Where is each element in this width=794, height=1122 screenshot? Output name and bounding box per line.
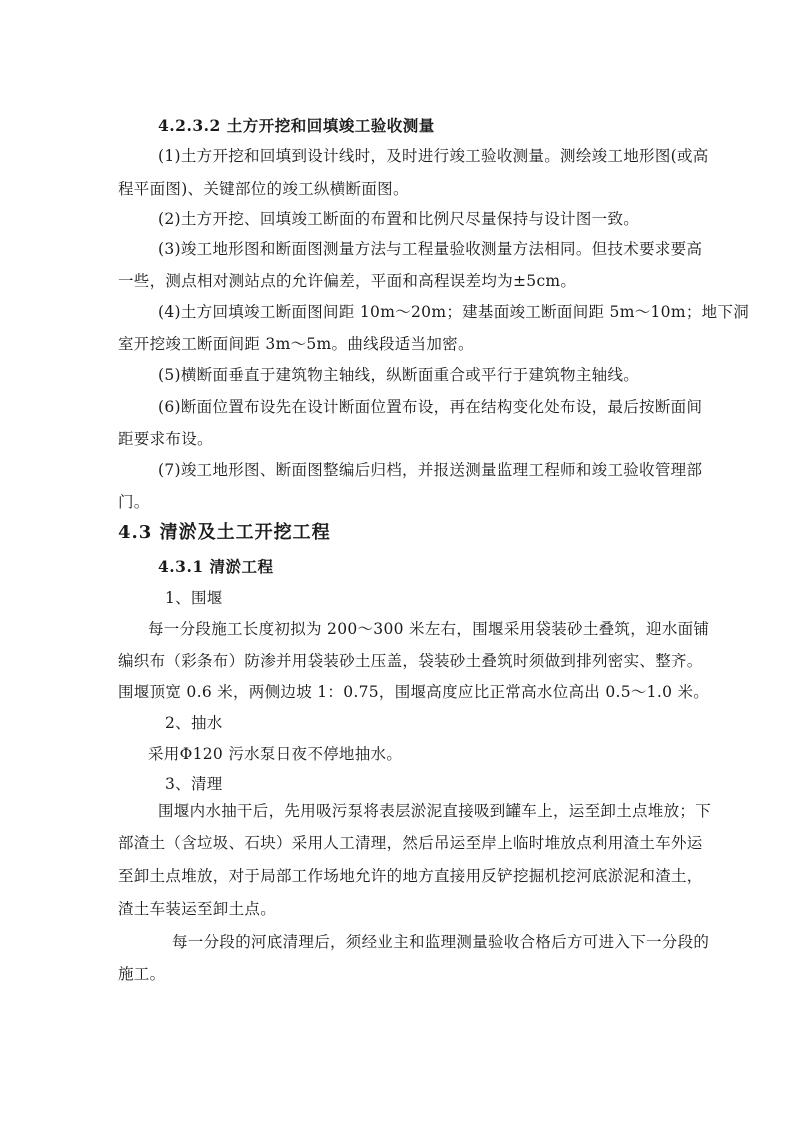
item-7-line-2: 门。 [118,493,150,511]
item-3-line-1: (3)竣工地形图和断面图测量方法与工程量验收测量方法相同。但技术要求要高 [158,240,703,258]
cleaning-line-2: 部渣土（含垃圾、石块）采用人工清理，然后吊运至岸上临时堆放点利用渣土车外运 [118,834,703,852]
closing-line-1: 每一分段的河底清理后，须经业主和监理测量验收合格后方可进入下一分段的 [172,933,710,951]
paragraph-title-cleaning: 3、清理 [165,775,223,793]
paragraph-title-pumping: 2、抽水 [165,714,223,732]
item-1-line-1: (1)土方开挖和回填到设计线时，及时进行竣工验收测量。测绘竣工地形图(或高 [158,147,709,165]
item-4-line-2: 室开挖竣工断面间距 3m～5m。曲线段适当加密。 [118,335,474,353]
item-5: (5)横断面垂直于建筑物主轴线，纵断面重合或平行于建筑物主轴线。 [158,366,640,384]
item-1-line-2: 程平面图)、关键部位的竣工纵横断面图。 [118,180,409,198]
item-6-line-1: (6)断面位置布设先在设计断面位置布设，再在结构变化处布设，最后按断面间 [158,398,703,416]
cleaning-line-1: 围堰内水抽干后，先用吸污泵将表层淤泥直接吸到罐车上，运至卸土点堆放；下 [158,802,712,820]
cleaning-line-4: 渣土车装运至卸土点。 [118,900,277,918]
pumping-line-1: 采用Φ120 污水泵日夜不停地抽水。 [148,745,403,763]
subsection-heading-4-3-1: 4.3.1 清淤工程 [158,557,274,576]
paragraph-title-cofferdam: 1、围堰 [165,589,223,607]
subsection-heading-4-2-3-2: 4.2.3.2 土方开挖和回填竣工验收测量 [158,116,435,135]
cofferdam-line-1: 每一分段施工长度初拟为 200～300 米左右，围堰采用袋装砂土叠筑，迎水面铺 [148,620,710,638]
item-6-line-2: 距要求布设。 [118,430,213,448]
cofferdam-line-3: 围堰顶宽 0.6 米，两侧边坡 1：0.75，围堰高度应比正常高水位高出 0.5～1.0 米。 [118,683,710,701]
cleaning-line-3: 至卸土点堆放，对于局部工作场地允许的地方直接用反铲挖掘机挖河底淤泥和渣土， [118,867,703,885]
cofferdam-line-2: 编织布（彩条布）防渗并用袋装砂土压盖，袋装砂土叠筑时须做到排列密实、整齐。 [118,652,703,670]
item-2: (2)土方开挖、回填竣工断面的布置和比例尺尽量保持与设计图一致。 [158,210,640,228]
section-heading-4-3: 4.3 清淤及土工开挖工程 [118,522,331,543]
item-3-line-2: 一些，测点相对测站点的允许偏差，平面和高程误差均为±5cm。 [118,272,577,290]
item-7-line-1: (7)竣工地形图、断面图整编后归档，并报送测量监理工程师和竣工验收管理部 [158,461,703,479]
item-4-line-1: (4)土方回填竣工断面图间距 10m～20m；建基面竣工断面间距 5m～10m；地下洞 [158,303,750,321]
closing-line-2: 施工。 [118,965,166,983]
